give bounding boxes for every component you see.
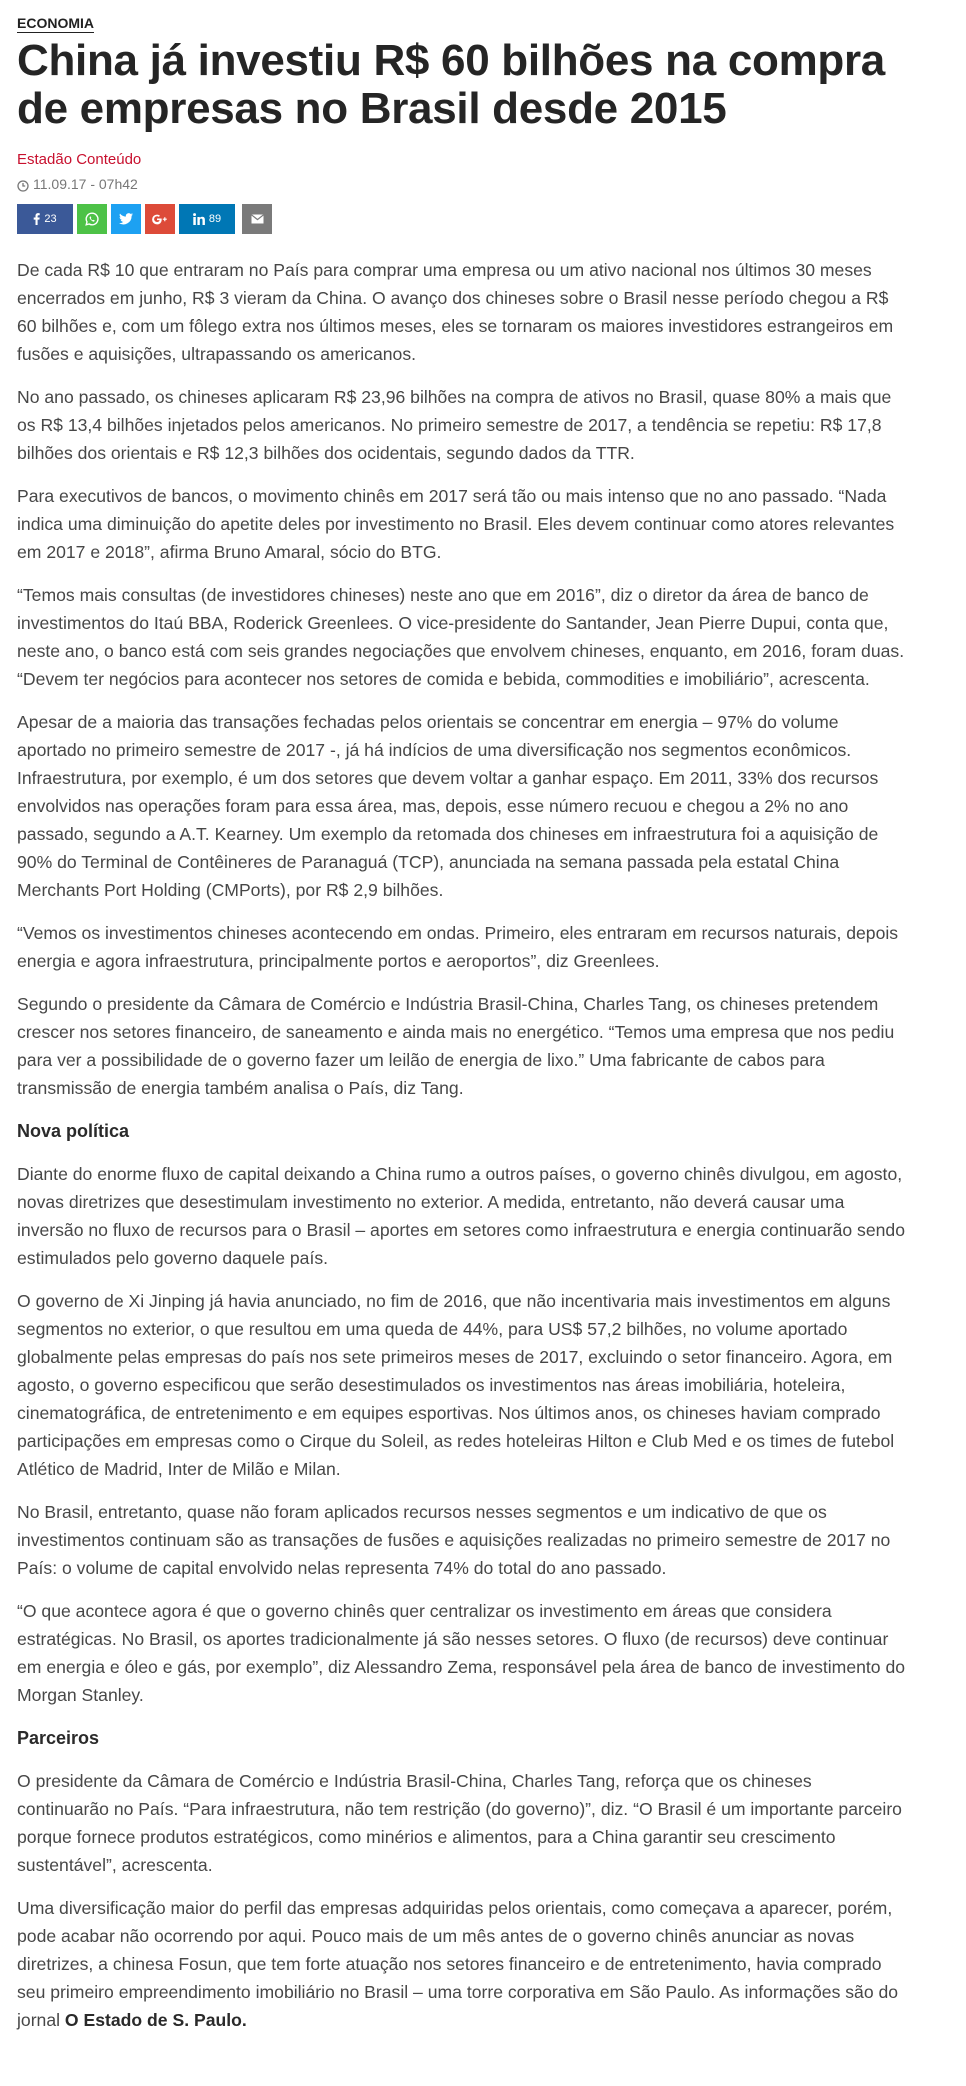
facebook-share-button[interactable] xyxy=(17,204,73,234)
paragraph: No ano passado, os chineses aplicaram R$ 23,96 bilhões na compra de ativos no Brasil, quase 80% a mais que os R$ 13,4 bilhões injetados pelos americanos. No primeiro semestre de 2017, a tendência se repetiu: R$ 17,8 bilhões dos orientais e R$ 12,3 bilhões dos ocidentais, segundo dados da TTR. xyxy=(17,387,892,463)
article xyxy=(17,14,907,2049)
article-title: China já investiu R$ 60 bilhões na compra de empresas no Brasil desde 2015 xyxy=(17,36,885,133)
publish-date: 11.09.17 - 07h42 xyxy=(33,176,138,192)
subheading-nova-politica: Nova política xyxy=(17,1121,130,1141)
googleplus-share-button[interactable] xyxy=(145,204,175,234)
paragraph: Diante do enorme fluxo de capital deixando a China rumo a outros países, o governo chinês divulgou, em agosto, novas diretrizes que desestimulam investimento no exterior. A medida, entretanto, não deverá causar uma inversão no fluxo de recursos para o Brasil – aportes em setores como infraestrutura e energia continuarão sendo estimulados pelo governo daquele país. xyxy=(17,1164,905,1268)
article-body xyxy=(17,256,907,2034)
paragraph: No Brasil, entretanto, quase não foram aplicados recursos nesses segmentos e um indicativo de que os investimentos continuam são as transações de fusões e aquisições realizadas no primeiro semestre de 2017 no País: o volume de capital envolvido nelas representa 74% do total do ano passado. xyxy=(17,1502,891,1578)
twitter-icon xyxy=(119,213,133,225)
whatsapp-share-button[interactable] xyxy=(77,204,107,234)
section-link[interactable]: ECONOMIA xyxy=(17,15,94,31)
share-bar xyxy=(17,204,907,234)
clock-icon xyxy=(17,178,29,190)
whatsapp-icon xyxy=(85,212,99,226)
author-link[interactable]: Estadão Conteúdo xyxy=(17,151,142,168)
linkedin-share-button[interactable] xyxy=(179,204,235,234)
paragraph: “Vemos os investimentos chineses acontecendo em ondas. Primeiro, eles entraram em recursos naturais, depois energia e agora infraestrutura, principalmente portos e aeroportos”, diz Greenlees. xyxy=(17,923,899,971)
googleplus-icon xyxy=(152,214,168,225)
linkedin-share-count: 89 xyxy=(208,213,222,225)
subheading-parceiros: Parceiros xyxy=(17,1728,100,1748)
paragraph: Para executivos de bancos, o movimento chinês em 2017 será tão ou mais intenso que no ano passado. “Nada indica uma diminuição do apetite deles por investimento no Brasil. Eles devem continuar como atores relevantes em 2017 e 2018”, afirma Bruno Amaral, sócio do BTG. xyxy=(17,486,895,562)
paragraph: “O que acontece agora é que o governo chinês quer centralizar os investimento em áreas que considera estratégicas. No Brasil, os aportes tradicionalmente já são nesses setores. O fluxo (de recursos) deve continuar em energia e óleo e gás, por exemplo”, diz Alessandro Zema, responsável pela área de banco de investimento do Morgan Stanley. xyxy=(17,1601,906,1705)
linkedin-icon xyxy=(193,213,205,225)
facebook-icon xyxy=(33,213,40,225)
facebook-share-count: 23 xyxy=(44,213,57,225)
paragraph-text: Uma diversificação maior do perfil das empresas adquiridas pelos orientais, como começava a aparecer, porém, pode acabar não ocorrendo por aqui. Pouco mais de um mês antes de o governo chinês anunciar as novas diretrizes, a chinesa Fosun, que tem forte atuação nos setores financeiro e de entretenimento, havia comprado seu primeiro empreendimento imobiliário no Brasil – uma torre corporativa em São Paulo. As informações são do jornal xyxy=(17,1898,899,2030)
paragraph: Apesar de a maioria das transações fechadas pelos orientais se concentrar em energia – 97% do volume aportado no primeiro semestre de 2017 -, já há indícios de uma diversificação nos segmentos econômicos. Infraestrutura, por exemplo, é um dos setores que devem voltar a ganhar espaço. Em 2011, 33% dos recursos envolvidos nas operações foram para essa área, mas, depois, esse número recuou e chegou a 2% no ano passado, segundo a A.T. Kearney. Um exemplo da retomada dos chineses em infraestrutura foi a aquisição de 90% do Terminal de Contêineres de Paranaguá (TCP), anunciada na semana passada pela estatal China Merchants Port Holding (CMPorts), por R$ 2,9 bilhões. xyxy=(17,712,879,900)
paragraph-last xyxy=(17,1894,907,2034)
paragraph: Segundo o presidente da Câmara de Comércio e Indústria Brasil-China, Charles Tang, os chineses pretendem crescer nos setores financeiro, de saneamento e ainda mais no energético. “Temos uma empresa que nos pediu para ver a possibilidade de o governo fazer um leilão de energia de lixo.” Uma fabricante de cabos para transmissão de energia também analisa o País, diz Tang. xyxy=(17,994,895,1098)
source-newspaper: O Estado de S. Paulo. xyxy=(64,2010,247,2030)
date-row xyxy=(17,175,907,193)
paragraph: De cada R$ 10 que entraram no País para comprar uma empresa ou um ativo nacional nos últimos 30 meses encerrados em junho, R$ 3 vieram da China. O avanço dos chineses sobre o Brasil nesse período chegou a R$ 60 bilhões e, com um fôlego extra nos últimos meses, eles se tornaram os maiores investidores estrangeiros em fusões e aquisições, ultrapassando os americanos. xyxy=(17,260,894,364)
twitter-share-button[interactable] xyxy=(111,204,141,234)
paragraph: “Temos mais consultas (de investidores chineses) neste ano que em 2016”, diz o diretor da área de banco de investimentos do Itaú BBA, Roderick Greenlees. O vice-presidente do Santander, Jean Pierre Dupui, conta que, neste ano, o banco está com seis grandes negociações que envolvem chineses, enquanto, em 2016, foram duas. “Devem ter negócios para acontecer nos setores de comida e bebida, commodities e imobiliário”, acrescenta. xyxy=(17,585,905,689)
email-share-button[interactable] xyxy=(242,204,272,234)
paragraph: O governo de Xi Jinping já havia anunciado, no fim de 2016, que não incentivaria mais investimentos em alguns segmentos no exterior, o que resultou em uma queda de 44%, para US$ 57,2 bilhões, no volume aportado globalmente pelas empresas do país nos sete primeiros meses de 2017, excluindo o setor financeiro. Agora, em agosto, o governo especificou que serão desestimulados os investimentos nas áreas imobiliária, hoteleira, cinematográfica, de entretenimento e em equipes esportivas. Nos últimos anos, os chineses haviam comprado participações em empresas como o Cirque du Soleil, as redes hoteleiras Hilton e Club Med e os times de futebol Atlético de Madrid, Inter de Milão e Milan. xyxy=(17,1291,895,1479)
paragraph: O presidente da Câmara de Comércio e Indústria Brasil-China, Charles Tang, reforça que os chineses continuarão no País. “Para infraestrutura, não tem restrição (do governo)”, diz. “O Brasil é um importante parceiro porque fornece produtos estratégicos, como minérios e alimentos, para a China garantir seu crescimento sustentável”, acrescenta. xyxy=(17,1771,902,1875)
envelope-icon xyxy=(251,214,264,224)
